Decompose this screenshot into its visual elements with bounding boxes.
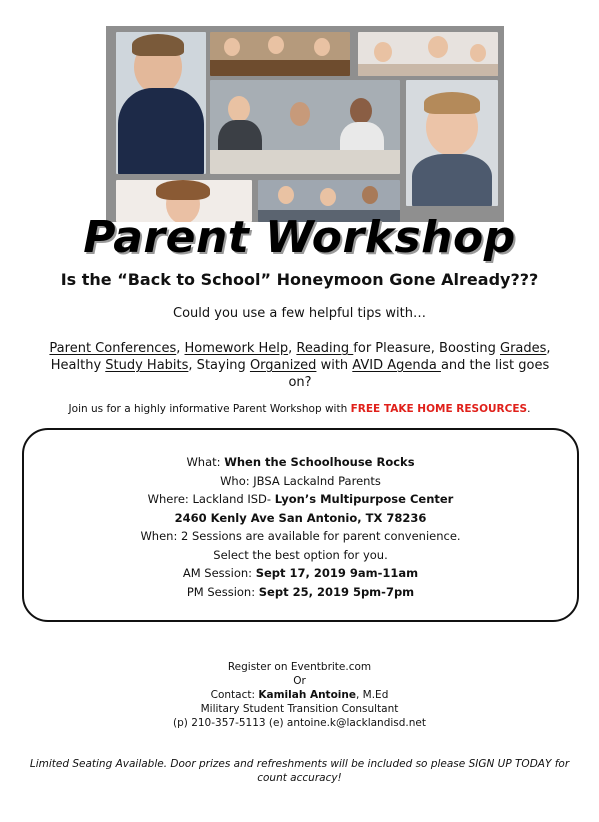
contact-name: Kamilah Antoine bbox=[258, 689, 356, 701]
flyer-title: Parent Workshop bbox=[83, 212, 516, 263]
topic-avid-agenda: AVID Agenda bbox=[352, 358, 441, 373]
topic-text: , Healthy bbox=[50, 341, 551, 373]
event-details-box bbox=[22, 428, 579, 622]
contact-credential: , M.Ed bbox=[355, 689, 389, 701]
photo-boy-writing bbox=[116, 32, 206, 174]
join-text: Join us for a highly informative Parent Workshop with bbox=[68, 403, 351, 415]
join-invitation bbox=[0, 403, 599, 415]
join-period: . bbox=[527, 403, 531, 415]
photo-collage bbox=[106, 26, 504, 222]
contact-line bbox=[0, 688, 599, 702]
detail-when: When: 2 Sessions are available for parent convenience. bbox=[140, 529, 461, 543]
topic-grades: Grades bbox=[500, 341, 547, 356]
contact-label: Contact: bbox=[210, 689, 259, 701]
topic-text: with bbox=[316, 358, 353, 373]
detail-value: Sept 25, 2019 5pm-7pm bbox=[258, 584, 415, 599]
topic-separator: , bbox=[288, 341, 297, 356]
detail-value: 2460 Kenly Ave San Antonio, TX 78236 bbox=[174, 510, 427, 525]
register-line: Register on Eventbrite.com bbox=[227, 661, 372, 673]
topic-text: , Staying bbox=[188, 358, 250, 373]
lead-question: Could you use a few helpful tips with… bbox=[173, 306, 426, 321]
contact-role: Military Student Transition Consultant bbox=[200, 703, 399, 715]
detail-value: When the Schoolhouse Rocks bbox=[224, 455, 415, 469]
topic-reading: Reading bbox=[296, 341, 354, 356]
topic-text: for Pleasure, Boosting bbox=[353, 341, 500, 356]
detail-who: Who: JBSA Lackalnd Parents bbox=[220, 473, 381, 488]
flyer-subtitle: Is the “Back to School” Honeymoon Gone Already??? bbox=[60, 270, 539, 289]
detail-label: PM Session: bbox=[186, 584, 259, 599]
detail-pm-session bbox=[24, 583, 577, 602]
detail-value: Lyon’s Multipurpose Center bbox=[274, 492, 454, 506]
topic-organized: Organized bbox=[249, 358, 317, 373]
detail-address bbox=[24, 509, 577, 528]
detail-value: Sept 17, 2019 9am-11am bbox=[255, 566, 419, 580]
detail-where bbox=[24, 490, 577, 509]
detail-am-session bbox=[24, 564, 577, 583]
detail-select: Select the best option for you. bbox=[213, 547, 388, 562]
contact-section bbox=[0, 660, 599, 730]
topic-separator: , bbox=[176, 341, 185, 356]
detail-label: AM Session: bbox=[182, 566, 256, 580]
contact-phone-email: (p) 210-357-5113 (e) antoine.k@lacklandisd.net bbox=[173, 717, 426, 729]
detail-label: Where: Lackland ISD- bbox=[147, 492, 275, 506]
free-resources-highlight: FREE TAKE HOME RESOURCES bbox=[350, 403, 528, 415]
footer-note: Limited Seating Available. Door prizes and refreshments will be included so please SIGN UP TODAY for count accuracy! bbox=[29, 758, 570, 784]
photo-group-studying bbox=[210, 32, 350, 76]
topic-study-habits: Study Habits bbox=[105, 358, 189, 373]
or-line: Or bbox=[293, 675, 306, 687]
topic-homework-help: Homework Help bbox=[184, 341, 289, 356]
topic-text: and the list goes on? bbox=[288, 358, 550, 390]
photo-teacher-kids bbox=[358, 32, 498, 76]
detail-label: What: bbox=[186, 455, 225, 469]
topic-parent-conferences: Parent Conferences bbox=[49, 341, 177, 356]
photo-classroom-discussion bbox=[210, 80, 400, 174]
photo-frustrated-boy bbox=[406, 80, 498, 206]
event-details bbox=[24, 453, 577, 601]
topics-list bbox=[40, 340, 560, 391]
detail-what bbox=[24, 453, 577, 472]
